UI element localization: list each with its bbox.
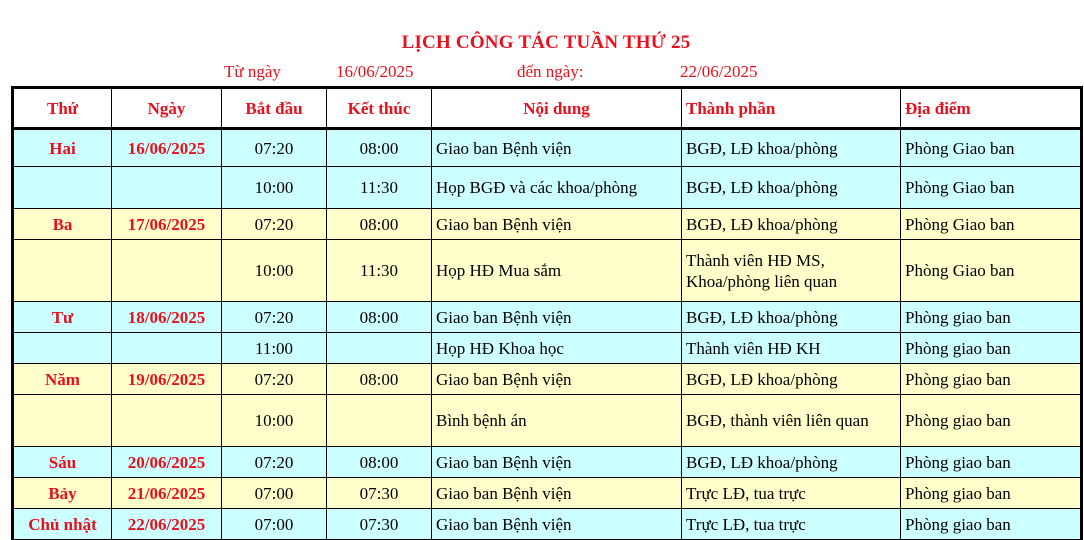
table-row (13, 447, 1082, 478)
location-cell: Phòng giao ban (901, 333, 1082, 364)
day-cell (13, 333, 112, 364)
end-time-cell: 08:00 (327, 447, 432, 478)
date-cell (112, 240, 222, 302)
end-time-cell: 08:00 (327, 209, 432, 240)
col-header-ket-thuc: Kết thúc (327, 88, 432, 129)
location-cell: Phòng giao ban (901, 302, 1082, 333)
day-cell: Sáu (13, 447, 112, 478)
start-time-cell: 07:20 (222, 129, 327, 167)
content-cell: Họp HĐ Khoa học (432, 333, 682, 364)
table-row (13, 395, 1082, 447)
table-row (13, 333, 1082, 364)
participants-cell: BGĐ, thành viên liên quan (682, 395, 901, 447)
start-time-cell: 10:00 (222, 395, 327, 447)
day-cell (13, 167, 112, 209)
start-time-cell: 11:00 (222, 333, 327, 364)
table-row (13, 129, 1082, 167)
date-cell (112, 333, 222, 364)
location-cell: Phòng giao ban (901, 447, 1082, 478)
start-time-cell: 07:00 (222, 478, 327, 509)
from-date: 16/06/2025 (336, 62, 414, 81)
location-cell: Phòng giao ban (901, 478, 1082, 509)
participants-cell: Thành viên HĐ MS, Khoa/phòng liên quan (682, 240, 901, 302)
content-cell: Giao ban Bệnh viện (432, 302, 682, 333)
day-cell: Năm (13, 364, 112, 395)
participants-cell: BGĐ, LĐ khoa/phòng (682, 447, 901, 478)
start-time-cell: 07:20 (222, 302, 327, 333)
end-time-cell: 08:00 (327, 129, 432, 167)
date-cell (112, 167, 222, 209)
content-cell: Họp BGĐ và các khoa/phòng (432, 167, 682, 209)
table-row (13, 478, 1082, 509)
table-row (13, 364, 1082, 395)
table-row (13, 240, 1082, 302)
participants-cell: Trực LĐ, tua trực (682, 509, 901, 540)
schedule-title: LỊCH CÔNG TÁC TUẦN THỨ 25 (401, 32, 691, 53)
content-cell: Giao ban Bệnh viện (432, 364, 682, 395)
end-time-cell: 07:30 (327, 509, 432, 540)
to-date: 22/06/2025 (680, 62, 758, 81)
day-cell (13, 240, 112, 302)
content-cell: Bình bệnh án (432, 395, 682, 447)
content-cell: Giao ban Bệnh viện (432, 129, 682, 167)
content-cell: Giao ban Bệnh viện (432, 509, 682, 540)
participants-cell: BGĐ, LĐ khoa/phòng (682, 364, 901, 395)
end-time-cell: 08:00 (327, 302, 432, 333)
table-row (13, 167, 1082, 209)
participants-cell: BGĐ, LĐ khoa/phòng (682, 209, 901, 240)
schedule-table (11, 86, 1083, 540)
day-cell: Ba (13, 209, 112, 240)
content-cell: Họp HĐ Mua sắm (432, 240, 682, 302)
content-cell: Giao ban Bệnh viện (432, 478, 682, 509)
col-header-dia-diem: Địa điểm (901, 88, 1082, 129)
table-row (13, 209, 1082, 240)
end-time-cell (327, 333, 432, 364)
start-time-cell: 07:20 (222, 209, 327, 240)
col-header-thu: Thứ (13, 88, 112, 129)
start-time-cell: 07:20 (222, 364, 327, 395)
start-time-cell: 10:00 (222, 240, 327, 302)
to-label: đến ngày: (517, 62, 584, 81)
date-cell: 18/06/2025 (112, 302, 222, 333)
content-cell: Giao ban Bệnh viện (432, 447, 682, 478)
col-header-bat-dau: Bắt đầu (222, 88, 327, 129)
participants-cell: BGĐ, LĐ khoa/phòng (682, 167, 901, 209)
location-cell: Phòng Giao ban (901, 240, 1082, 302)
date-cell: 17/06/2025 (112, 209, 222, 240)
end-time-cell: 08:00 (327, 364, 432, 395)
table-row (13, 509, 1082, 540)
day-cell: Bảy (13, 478, 112, 509)
start-time-cell: 07:20 (222, 447, 327, 478)
col-header-ngay: Ngày (112, 88, 222, 129)
location-cell: Phòng Giao ban (901, 129, 1082, 167)
day-cell: Tư (13, 302, 112, 333)
end-time-cell: 11:30 (327, 240, 432, 302)
date-cell: 22/06/2025 (112, 509, 222, 540)
table-row (13, 302, 1082, 333)
col-header-noi-dung: Nội dung (432, 88, 682, 129)
location-cell: Phòng Giao ban (901, 209, 1082, 240)
from-label: Từ ngày (224, 62, 281, 81)
end-time-cell: 11:30 (327, 167, 432, 209)
location-cell: Phòng Giao ban (901, 167, 1082, 209)
location-cell: Phòng giao ban (901, 509, 1082, 540)
date-cell: 21/06/2025 (112, 478, 222, 509)
start-time-cell: 07:00 (222, 509, 327, 540)
start-time-cell: 10:00 (222, 167, 327, 209)
header-row (13, 88, 1082, 129)
day-cell: Chủ nhật (13, 509, 112, 540)
date-cell: 16/06/2025 (112, 129, 222, 167)
day-cell: Hai (13, 129, 112, 167)
participants-cell: BGĐ, LĐ khoa/phòng (682, 302, 901, 333)
date-cell: 20/06/2025 (112, 447, 222, 478)
date-cell: 19/06/2025 (112, 364, 222, 395)
location-cell: Phòng giao ban (901, 395, 1082, 447)
participants-cell: BGĐ, LĐ khoa/phòng (682, 129, 901, 167)
content-cell: Giao ban Bệnh viện (432, 209, 682, 240)
end-time-cell (327, 395, 432, 447)
day-cell (13, 395, 112, 447)
end-time-cell: 07:30 (327, 478, 432, 509)
col-header-thanh-phan: Thành phần (682, 88, 901, 129)
participants-cell: Trực LĐ, tua trực (682, 478, 901, 509)
participants-cell: Thành viên HĐ KH (682, 333, 901, 364)
date-cell (112, 395, 222, 447)
location-cell: Phòng giao ban (901, 364, 1082, 395)
